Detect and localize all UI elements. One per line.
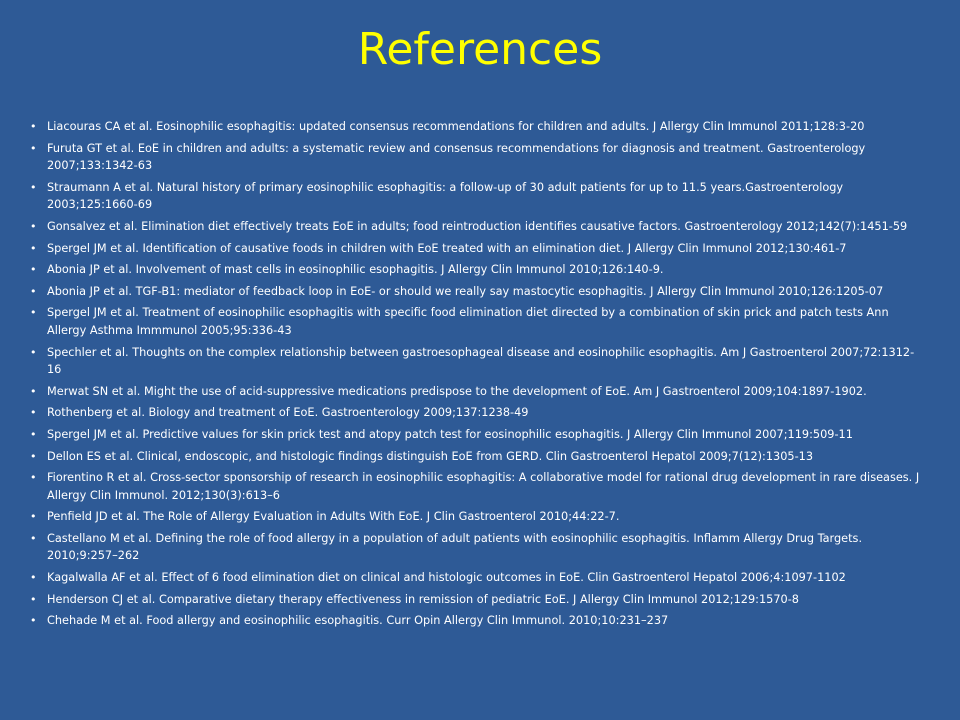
reference-text: Furuta GT et al. EoE in children and adults: a systematic review and consensus recommendations for diagnosis and treatment. Gastroenterology 2007;133:1342-63 xyxy=(47,141,866,173)
bullet-icon: • xyxy=(30,406,37,420)
bullet-icon: • xyxy=(30,571,37,585)
reference-item xyxy=(30,530,926,565)
reference-item xyxy=(30,118,926,136)
bullet-icon: • xyxy=(30,449,37,463)
reference-item xyxy=(30,612,926,630)
reference-text: Henderson CJ et al. Comparative dietary therapy effectiveness in remission of pediatric EoE. J Allergy Clin Immunol 2012;129:1570-8 xyxy=(47,592,799,606)
bullet-icon: • xyxy=(30,120,37,133)
reference-text: Kagalwalla AF et al. Effect of 6 food elimination diet on clinical and histologic outcomes in EoE. Clin Gastroenterol Hepatol 2006;4:1097-1102 xyxy=(47,571,846,585)
reference-item xyxy=(30,344,926,379)
reference-item xyxy=(30,404,926,422)
reference-item xyxy=(30,283,926,301)
reference-text: Spergel JM et al. Predictive values for skin prick test and atopy patch test for eosinophilic esophagitis. J Allergy Clin Immunol 2007;119:509-11 xyxy=(47,427,853,441)
reference-text: Abonia JP et al. Involvement of mast cells in eosinophilic esophagitis. J Allergy Clin Immunol 2010;126:140-9. xyxy=(47,263,664,277)
reference-item xyxy=(30,508,926,526)
bullet-icon: • xyxy=(30,384,37,398)
reference-text: Penfield JD et al. The Role of Allergy Evaluation in Adults With EoE. J Clin Gastroenterol 2010;44:22-7. xyxy=(47,510,620,524)
reference-text: Spergel JM et al. Identification of causative foods in children with EoE treated with an elimination diet. J Allergy Clin Immunol 2012;130:461-7 xyxy=(47,241,847,255)
reference-text: Liacouras CA et al. Eosinophilic esophagitis: updated consensus recommendations for children and adults. J Allergy Clin Immunol 2011;128:3-20 xyxy=(47,120,865,133)
bullet-icon: • xyxy=(30,219,37,233)
reference-text: Straumann A et al. Natural history of primary eosinophilic esophagitis: a follow-up of 30 adult patients for up to 11.5 years.Gastroenterology 2003;125:1660-69 xyxy=(47,180,844,212)
reference-item xyxy=(30,469,926,504)
bullet-icon: • xyxy=(30,345,37,359)
bullet-icon: • xyxy=(30,241,37,255)
reference-text: Spergel JM et al. Treatment of eosinophilic esophagitis with specific food elimination diet directed by a combination of skin prick and patch tests Ann Allergy Asthma Immmunol 2005;95:336-43 xyxy=(47,306,889,337)
reference-item xyxy=(30,569,926,587)
bullet-icon: • xyxy=(30,141,37,155)
reference-list xyxy=(30,118,926,634)
reference-item xyxy=(30,591,926,609)
bullet-icon: • xyxy=(30,531,37,545)
reference-item xyxy=(30,140,926,175)
slide-title: References xyxy=(357,24,603,75)
bullet-icon: • xyxy=(30,614,37,628)
reference-text: Abonia JP et al. TGF-B1: mediator of feedback loop in EoE- or should we really say mastocytic esophagitis. J Allergy Clin Immunol 2010;126:1205-07 xyxy=(47,284,884,298)
reference-item xyxy=(30,448,926,466)
reference-text: Castellano M et al. Defining the role of food allergy in a population of adult patients with eosinophilic esophagitis. Inflamm Allergy Drug Targets. 2010;9:257–262 xyxy=(47,531,863,563)
reference-item xyxy=(30,218,926,236)
reference-item xyxy=(30,426,926,444)
bullet-icon: • xyxy=(30,284,37,298)
bullet-icon: • xyxy=(30,263,37,277)
bullet-icon: • xyxy=(30,427,37,441)
reference-item xyxy=(30,179,926,214)
bullet-icon: • xyxy=(30,510,37,524)
reference-item xyxy=(30,240,926,258)
reference-text: Dellon ES et al. Clinical, endoscopic, and histologic findings distinguish EoE from GERD. Clin Gastroenterol Hepatol 2009;7(12):1305-13 xyxy=(47,449,814,463)
reference-item xyxy=(30,383,926,401)
bullet-icon: • xyxy=(30,592,37,606)
bullet-icon: • xyxy=(30,180,37,194)
bullet-icon: • xyxy=(30,306,37,320)
bullet-icon: • xyxy=(30,471,37,485)
reference-text: Rothenberg et al. Biology and treatment of EoE. Gastroenterology 2009;137:1238-49 xyxy=(47,406,529,420)
reference-text: Merwat SN et al. Might the use of acid-suppressive medications predispose to the development of EoE. Am J Gastroenterol 2009;104:1897-1902. xyxy=(47,384,867,398)
reference-text: Chehade M et al. Food allergy and eosinophilic esophagitis. Curr Opin Allergy Clin Immunol. 2010;10:231–237 xyxy=(47,614,669,628)
reference-item xyxy=(30,304,926,339)
reference-text: Gonsalvez et al. Elimination diet effectively treats EoE in adults; food reintroduction identifies causative factors. Gastroenterology 2012;142(7):1451-59 xyxy=(47,219,908,233)
reference-text: Spechler et al. Thoughts on the complex relationship between gastroesophageal disease and eosinophilic esophagitis. Am J Gastroenterol 2007;72:1312-16 xyxy=(47,345,915,377)
reference-item xyxy=(30,261,926,279)
reference-text: Fiorentino R et al. Cross-sector sponsorship of research in eosinophilic esophagitis: A collaborative model for rational drug development in rare diseases. J Allergy Clin Immunol. 2012;130(3):613–6 xyxy=(47,471,920,502)
